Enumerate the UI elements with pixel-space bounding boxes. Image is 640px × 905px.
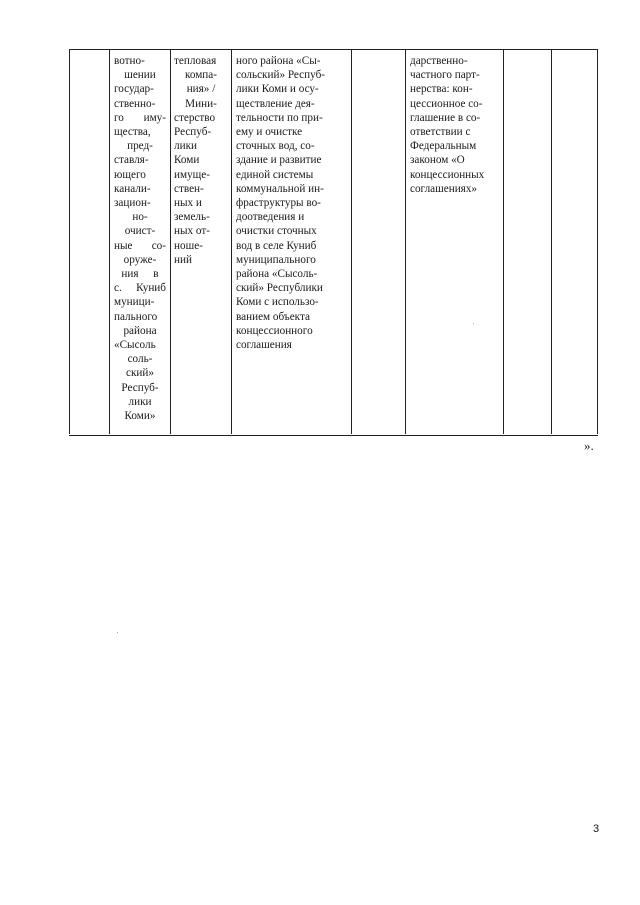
- text-line: района: [123, 324, 157, 337]
- text-line: земель-: [174, 211, 210, 224]
- text-line: компа-: [184, 69, 217, 82]
- text-line: тепловая: [174, 55, 217, 67]
- text-line: ему и очистке: [236, 126, 303, 139]
- text-line: ные со-: [114, 239, 166, 252]
- text-line: ных и: [174, 197, 202, 210]
- text-line: ноше-: [174, 239, 203, 252]
- text-line: муниципального: [236, 253, 316, 266]
- text-line: цессионное со-: [410, 97, 483, 110]
- text-line: очистки сточных: [236, 225, 317, 238]
- table-border-right: [597, 49, 598, 434]
- text-line: глашение в со-: [410, 111, 481, 124]
- text-line: единой системы: [236, 168, 314, 181]
- text-line: концессионного: [236, 324, 313, 337]
- text-line: пред-: [127, 140, 153, 153]
- text-line: ния в: [121, 268, 159, 281]
- text-line: фраструктуры во-: [236, 197, 321, 210]
- text-line: го иму-: [114, 111, 166, 124]
- table-column-divider: [405, 49, 406, 434]
- text-line: Федеральным: [410, 140, 477, 153]
- text-line: имуще-: [174, 168, 210, 181]
- text-line: сольский» Респуб-: [236, 69, 325, 82]
- closing-quote-mark: ».: [584, 438, 594, 453]
- table-column-divider: [109, 49, 110, 434]
- text-line: шении: [124, 69, 156, 82]
- text-line: законом «О: [410, 154, 465, 167]
- text-line: Коми с использо-: [236, 296, 319, 309]
- table-cell-partnership-form: [410, 54, 500, 196]
- text-line: соглашения: [236, 339, 292, 352]
- text-line: ский»: [126, 367, 154, 380]
- text-line: ния» /: [186, 83, 216, 96]
- table-column-divider: [170, 49, 171, 434]
- text-line: дарственно-: [410, 55, 468, 67]
- text-line: «Сысоль: [114, 339, 156, 352]
- text-line: лики: [174, 140, 197, 153]
- text-line: ванием объекта: [236, 310, 310, 323]
- table-cell-parties: [174, 54, 228, 267]
- text-line: коммунальной ин-: [236, 182, 324, 195]
- text-line: ний: [174, 253, 192, 266]
- text-line: вод в селе Куниб: [236, 239, 317, 252]
- text-line: ский» Республики: [236, 282, 323, 295]
- page-number: 3: [593, 823, 600, 835]
- text-line: ответствии с: [410, 126, 471, 139]
- text-line: тельности по при-: [236, 111, 323, 124]
- text-line: Респуб-: [174, 126, 212, 139]
- text-line: района «Сысоль-: [236, 268, 318, 281]
- text-line: муници-: [114, 296, 155, 309]
- text-line: государ-: [114, 83, 154, 96]
- text-line: оруже-: [123, 253, 157, 266]
- text-line: ственно-: [114, 97, 156, 110]
- text-line: лики: [128, 395, 152, 408]
- table-column-divider: [503, 49, 504, 434]
- table-cell-object: [114, 54, 166, 423]
- text-line: концессионных: [410, 168, 485, 181]
- text-line: ществление дея-: [236, 97, 315, 110]
- text-line: Коми: [174, 154, 200, 167]
- text-line: доотведения и: [236, 211, 305, 224]
- text-line: ных от-: [174, 225, 210, 238]
- text-line: сточных вод, со-: [236, 140, 315, 153]
- table-border-left: [69, 49, 70, 434]
- text-line: вотно-: [114, 55, 145, 67]
- text-line: лики Коми и осу-: [236, 83, 319, 96]
- table-column-divider: [231, 49, 232, 434]
- text-line: Коми»: [124, 410, 156, 423]
- text-line: частного парт-: [410, 69, 480, 82]
- text-line: Респуб-: [121, 381, 159, 394]
- scan-speck: [117, 632, 118, 633]
- text-line: нерства: кон-: [410, 83, 473, 96]
- table-cell-subject: [236, 54, 348, 352]
- text-line: ного района «Сы-: [236, 55, 321, 67]
- text-line: очист-: [124, 225, 156, 238]
- text-line: но-: [132, 211, 148, 224]
- table-column-divider: [551, 49, 552, 434]
- text-line: здание и развитие: [236, 154, 322, 167]
- text-line: с. Куниб: [114, 282, 166, 295]
- text-line: пального: [114, 310, 158, 323]
- text-line: стерство: [174, 111, 216, 124]
- text-line: соль-: [127, 353, 153, 366]
- scan-speck: [473, 323, 474, 324]
- text-line: щества,: [114, 126, 151, 139]
- text-line: Мини-: [185, 97, 217, 110]
- text-line: зацион-: [114, 197, 151, 210]
- text-line: соглашениях»: [410, 182, 478, 195]
- text-line: канали-: [114, 182, 151, 195]
- text-line: ствен-: [174, 182, 204, 195]
- text-line: ющего: [114, 168, 146, 181]
- table-column-divider: [351, 49, 352, 434]
- text-line: ставля-: [114, 154, 149, 167]
